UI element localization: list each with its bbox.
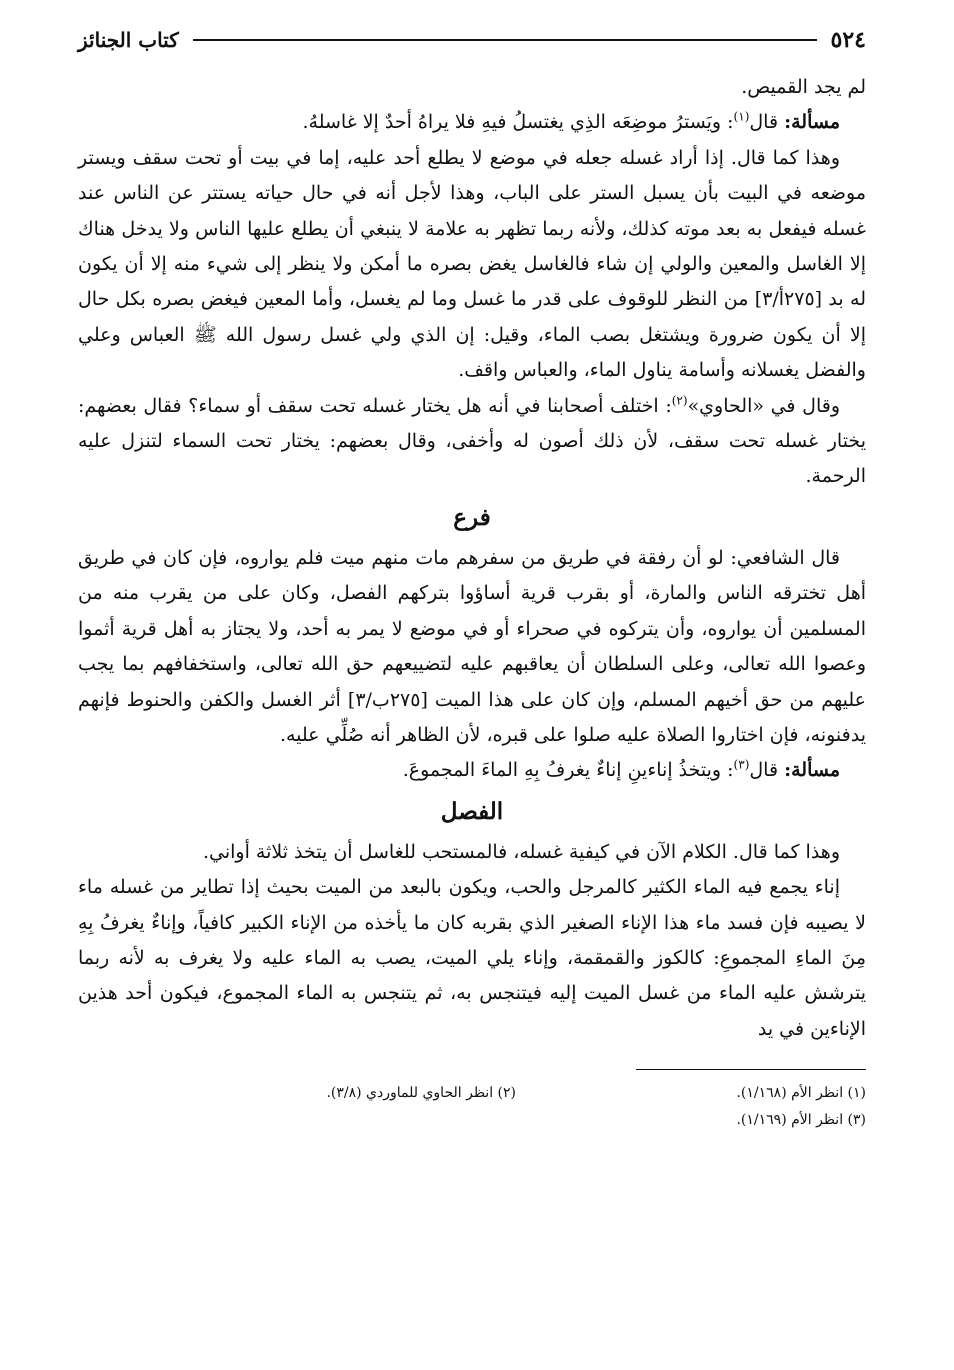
- section-heading-fasl: الفصل: [440, 797, 504, 825]
- footnote-2: (٢) انظر الحاوي للماوردي (٣/٨).: [326, 1085, 516, 1102]
- masala-text-b: : ويَسترُ موضِعَه الذِي يغتسلُ فيهِ فلا يراهُ أحدٌ إلا غاسلهُ.: [302, 111, 734, 134]
- masala-label: مسألة:: [784, 759, 840, 782]
- footnote-ref-1: (١): [733, 110, 750, 125]
- footnote-1: (١) انظر الأم (١/١٦٨).: [736, 1085, 866, 1102]
- masala-text-b: : ويتخذُ إناءينِ إناءٌ يغرفُ بِهِ الماءَ المجموعَ.: [402, 759, 734, 782]
- footnotes: [78, 1069, 866, 1134]
- main-text: [78, 70, 866, 1047]
- paragraph-2: وهذا كما قال. إذا أراد غسله جعله في موضع لا يطلع أحد عليه، إما في بيت أو تحت سقف ويستر موضعه في البيت بأن يسبل الستر على الباب، وهذا لأجل أنه في حال حياته يستتر عن الناس عند غسله فيفعل به بعد موته كذلك، ولأنه ربما تظهر به علامة لا ينبغي أن يطلع عليها الناس ولا يدخل هناك إلا الغاسل والمعين والولي إن شاء فالغاسل يغض بصره ما أمكن ولا ينظر إلى شيء منه إلا أن يكون له بد [٢٧٥أ/٣] من النظر للوقوف على قدر ما غسل وما لم يغسل، وأما المعين فيغض بصره بكل حال إلا أن يكون ضرورة ويشتغل بصب الماء، وقيل: إن الذي ولي غسل رسول الله ﷺ العباس وعلي والفضل يغسلانه وأسامة يناول الماء، والعباس واقف.: [78, 146, 866, 382]
- paragraph-3-b: : اختلف أصحابنا في أنه هل يختار غسله تحت سقف أو سماء؟ فقال بعضهم: يختار غسله تحت سقف، لأن ذلك أصون له وأخفى، وقال بعضهم: يختار تحت السماء لتنزل عليه الرحمة.: [78, 394, 866, 488]
- paragraph-3-a: وقال في «الحاوي»: [687, 394, 840, 417]
- footnote-ref-3: (٣): [733, 757, 750, 772]
- header-rule: [193, 39, 817, 41]
- page-number: ٥٢٤: [830, 27, 866, 53]
- footnote-row: [78, 1080, 866, 1107]
- paragraph-3: [78, 389, 866, 495]
- book-title: كتاب الجنائز: [78, 28, 179, 52]
- masala-text-a: قال: [749, 111, 785, 134]
- masala-2: [78, 753, 866, 788]
- book-page: [78, 22, 866, 1134]
- section-heading-far: فرع: [453, 503, 491, 531]
- footnote-3: (٣) انظر الأم (١/١٦٩).: [736, 1112, 866, 1129]
- running-header: [78, 22, 866, 58]
- footnote-rule: [636, 1069, 866, 1070]
- paragraph-6: إناء يجمع فيه الماء الكثير كالمرجل والحب، ويكون بالبعد من الميت بحيث إذا تطاير من غسله ماء لا يصيبه فإن فسد ماء هذا الإناء الصغير الذي بقربه كان ما يأخذه من الإناء الكبير كافياً، وإناءٌ يغرفُ بِهِ مِنَ الماءِ المجموعِ: كالكوز والقمقمة، وإناء يلي الميت، يصب به الماء عليه ولا يغرف به لأنه ربما يترشش عليه الماء من غسل الميت إليه فيتنجس به، ثم يتنجس به الماء المجموع، فيكون أحد هذين الإناءين في يد: [78, 876, 866, 1040]
- footnote-row: [78, 1107, 866, 1134]
- masala-label: مسألة:: [784, 111, 840, 134]
- paragraph-5: وهذا كما قال. الكلام الآن في كيفية غسله، فالمستحب للغاسل أن يتخذ ثلاثة أواني.: [202, 840, 840, 863]
- footnote-ref-2: (٢): [671, 393, 688, 408]
- masala-1: [78, 105, 866, 140]
- masala-text-a: قال: [749, 759, 785, 782]
- paragraph-4: قال الشافعي: لو أن رفقة في طريق من سفرهم مات منهم ميت فلم يواروه، فإن كان في طريق أهل تخترقه الناس والمارة، أو بقرب قرية أساؤوا بتركهم الفصل، وكان على من يقرب منه من المسلمين أن يواروه، وأن يتركوه في صحراء أو في موضع لا يمر به أحد، ولا يجتاز به أهل قرية أثموا وعصوا الله تعالى، وعلى السلطان أن يعاقبهم عليه لتضييعهم حق الله تعالى، واستخفافهم بما يجب عليهم من حق أخيهم المسلم، وإن كان على هذا الميت [٢٧٥ب/٣] أثر الغسل والكفن والحنوط فإنهم يدفنونه، فإن اختاروا الصلاة عليه صلوا على قبره، لأن الظاهر أنه صُلِّي عليه.: [78, 546, 867, 746]
- paragraph-1: لم يجد القميص.: [741, 76, 866, 98]
